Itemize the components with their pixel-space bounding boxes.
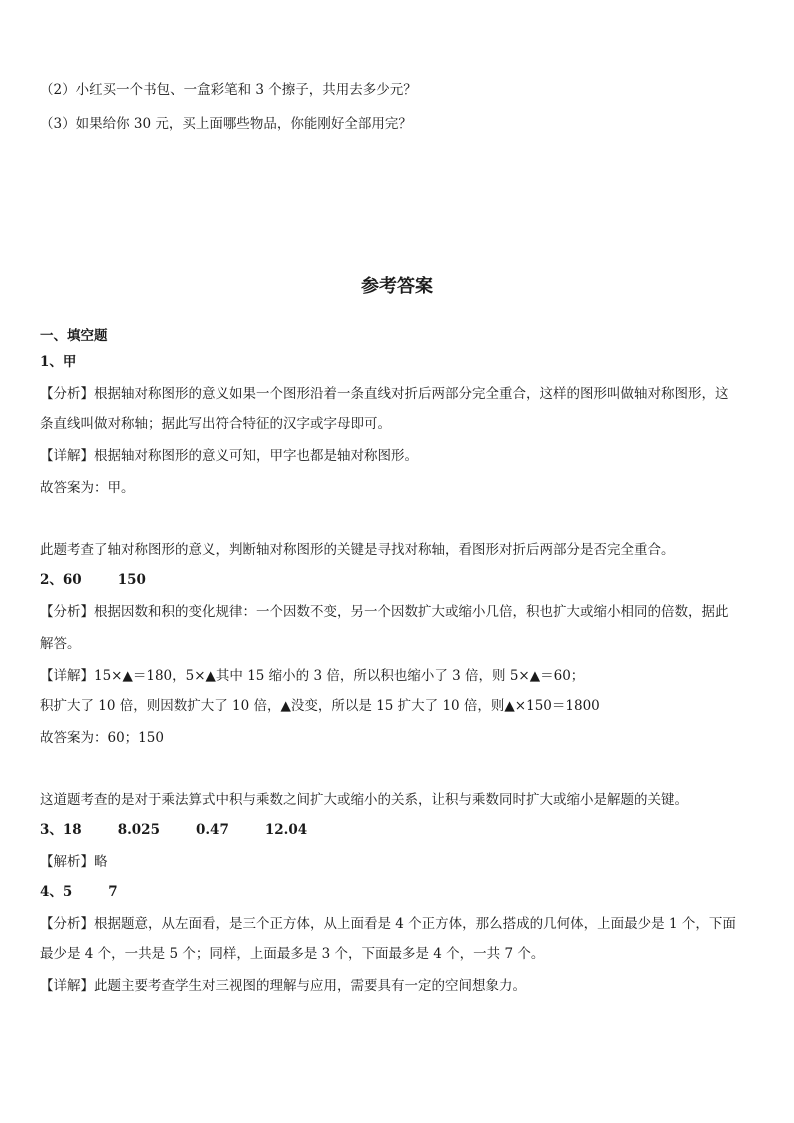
- answer-2-note: 这道题考查的是对于乘法算式中积与乘数之间扩大或缩小的关系，让积与乘数同时扩大或缩小是解题的关键。: [40, 792, 688, 808]
- answer-1-result: 故答案为：甲。: [40, 480, 135, 496]
- answer-3-explain: 【解析】略: [40, 854, 108, 870]
- question-3: （3）如果给你 30 元，买上面哪些物品，你能刚好全部用完？: [40, 116, 412, 132]
- answer-3-value-3: 0.47: [195, 822, 229, 838]
- answer-2-heading: [40, 570, 760, 590]
- answer-1-heading: 1、甲: [40, 354, 77, 370]
- answer-4-analysis-line-2: 最少是 4 个，一共是 5 个；同样，上面最多是 3 个，下面最多是 4 个，一共 7 个。: [40, 946, 545, 962]
- answer-3-value-2: 8.025: [117, 822, 160, 838]
- answer-4-analysis-line-1: 【分析】根据题意，从左面看，是三个正方体，从上面看是 4 个正方体，那么搭成的几何体，上面最少是 1 个，下面: [40, 916, 736, 932]
- answer-1-analysis-line-2: 条直线叫做对称轴；据此写出符合特征的汉字或字母即可。: [40, 416, 391, 432]
- answer-4-heading: [40, 882, 760, 902]
- answer-1-analysis-line-1: 【分析】根据轴对称图形的意义如果一个图形沿着一条直线对折后两部分完全重合，这样的图形叫做轴对称图形，这: [40, 386, 729, 402]
- answer-3-value-1: 3、18: [40, 822, 82, 838]
- answer-4-detail: 【详解】此题主要考查学生对三视图的理解与应用，需要具有一定的空间想象力。: [40, 978, 526, 994]
- answer-3-value-4: 12.04: [264, 822, 308, 838]
- answer-2-result: 故答案为：60；150: [40, 730, 164, 746]
- answer-1-detail: 【详解】根据轴对称图形的意义可知，甲字也都是轴对称图形。: [40, 448, 418, 464]
- answer-2-value-2: 150: [117, 572, 146, 588]
- answer-4-value-1: 4、5: [40, 884, 73, 900]
- answer-2-analysis-line-1: 【分析】根据因数和积的变化规律：一个因数不变，另一个因数扩大或缩小几倍，积也扩大或缩小相同的倍数，据此: [40, 604, 729, 620]
- section-heading: 一、填空题: [40, 328, 108, 344]
- answer-2-analysis-line-2: 解答。: [40, 636, 81, 652]
- answer-3-heading: [40, 820, 760, 840]
- page-title: 参考答案: [361, 276, 433, 297]
- answer-2-detail-line-2: 积扩大了 10 倍，则因数扩大了 10 倍，▲没变，所以是 15 扩大了 10 倍，则▲×150＝1800: [40, 698, 600, 714]
- answer-2-value-1: 2、60: [40, 572, 82, 588]
- answer-4-value-2: 7: [108, 884, 118, 900]
- question-2: （2）小红买一个书包、一盒彩笔和 3 个擦子，共用去多少元？: [40, 82, 417, 98]
- answer-2-detail-line-1: 【详解】15×▲＝180，5×▲其中 15 缩小的 3 倍，所以积也缩小了 3 倍，则 5×▲＝60；: [40, 668, 585, 684]
- answer-1-note: 此题考查了轴对称图形的意义，判断轴对称图形的关键是寻找对称轴，看图形对折后两部分是否完全重合。: [40, 542, 675, 558]
